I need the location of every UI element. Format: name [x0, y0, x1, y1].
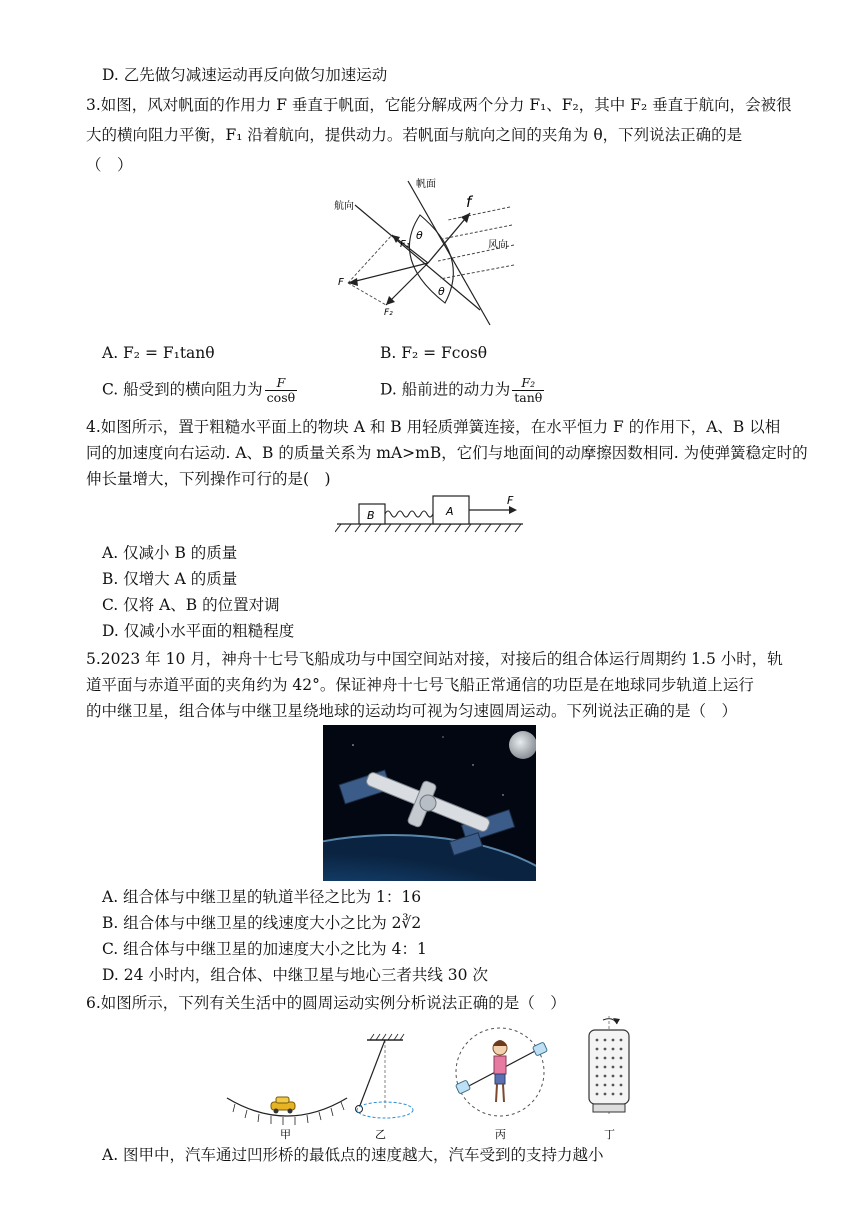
q4-option-a: A. 仅减小 B 的质量 [102, 544, 238, 562]
q5-option-a: A. 组合体与中继卫星的轨道半径之比为 1：16 [102, 888, 422, 906]
q5-stem-line1: 5.2023 年 10 月，神舟十七号飞船成功与中国空间站对接，对接后的组合体运行周期约 1.5 小时，轨 [86, 650, 783, 668]
q4-blocks-spring-diagram [335, 492, 535, 536]
label-block-b: B [367, 509, 375, 522]
fraction-numerator: F [265, 376, 297, 391]
q3-option-d-text: D. 船前进的动力为 [380, 380, 511, 399]
q5-space-station-image [323, 725, 536, 881]
fraction-denominator: tanθ [514, 390, 543, 405]
q5-option-c: C. 组合体与中继卫星的加速度大小之比为 4：1 [102, 940, 427, 958]
q6-circular-motion-figures [225, 1016, 635, 1140]
q4-option-b: B. 仅增大 A 的质量 [102, 570, 238, 588]
label-F: F [338, 277, 344, 288]
q3-option-d-fraction [512, 376, 544, 405]
q3-option-c-fraction [265, 376, 297, 405]
q3-stem-line1: 3.如图，风对帆面的作用力 F 垂直于帆面，它能分解成两个分力 F₁、F₂，其中 F₂ 垂直于航向，会被很 [86, 96, 792, 114]
q5-stem-line3: 的中继卫星，组合体与中继卫星绕地球的运动均可视为匀速圆周运动。下列说法正确的是（ ） [86, 702, 738, 720]
label-f: f [466, 193, 472, 211]
label-sail: 帆面 [416, 179, 436, 190]
label-figure-jia: 甲 [280, 1128, 291, 1140]
label-figure-yi: 乙 [375, 1128, 386, 1140]
q4-option-c: C. 仅将 A、B 的位置对调 [102, 596, 280, 614]
q3-option-a: A. F₂ = F₁tanθ [102, 344, 215, 362]
q3-option-b: B. F₂ = Fcosθ [380, 344, 488, 362]
label-figure-bing: 丙 [495, 1128, 506, 1140]
label-theta-top: θ [416, 229, 423, 242]
label-F1: F₁ [400, 239, 410, 250]
q3-option-c [102, 376, 297, 405]
q5-stem-line2: 道平面与赤道平面的夹角约为 42°。保证神舟十七号飞船正常通信的功臣是在地球同步轨道上运行 [86, 676, 754, 694]
q3-stem-line3: （ ） [86, 156, 133, 174]
label-F2: F₂ [384, 308, 393, 318]
label-block-a: A [446, 505, 454, 518]
q4-stem-line2: 同的加速度向右运动. A、B 的质量关系为 mA>mB，它们与地面间的动摩擦因数相同. 为使弹簧稳定时的 [86, 444, 808, 462]
label-theta-bottom: θ [438, 285, 445, 298]
label-heading: 航向 [334, 201, 354, 212]
label-wind: 风向 [488, 240, 508, 251]
q6-option-a: A. 图甲中，汽车通过凹形桥的最低点的速度越大，汽车受到的支持力越小 [102, 1146, 604, 1164]
q2-option-d: D. 乙先做匀减速运动再反向做匀加速运动 [102, 66, 388, 84]
fraction-numerator: F₂ [512, 376, 544, 391]
q4-stem-line1: 4.如图所示，置于粗糙水平面上的物块 A 和 B 用轻质弹簧连接，在水平恒力 F 的作用下，A、B 以相 [86, 418, 781, 436]
q5-option-d: D. 24 小时内，组合体、中继卫星与地心三者共线 30 次 [102, 966, 488, 984]
q3-stem-line2: 大的横向阻力平衡，F₁ 沿着航向，提供动力。若帆面与航向之间的夹角为 θ，下列说法正确的是 [86, 126, 743, 144]
q4-stem-line3: 伸长量增大，下列操作可行的是( ) [86, 470, 331, 488]
q3-option-d [380, 376, 544, 405]
fraction-denominator: cosθ [266, 390, 296, 405]
label-force-f: F [507, 494, 514, 507]
q3-sail-force-diagram [330, 175, 530, 330]
q5-option-b: B. 组合体与中继卫星的线速度大小之比为 2∛2 [102, 914, 422, 932]
q4-option-d: D. 仅减小水平面的粗糙程度 [102, 622, 295, 640]
label-figure-ding: 丁 [604, 1128, 615, 1140]
q6-stem-line1: 6.如图所示，下列有关生活中的圆周运动实例分析说法正确的是（ ） [86, 994, 566, 1012]
q3-option-c-text: C. 船受到的横向阻力为 [102, 380, 263, 399]
